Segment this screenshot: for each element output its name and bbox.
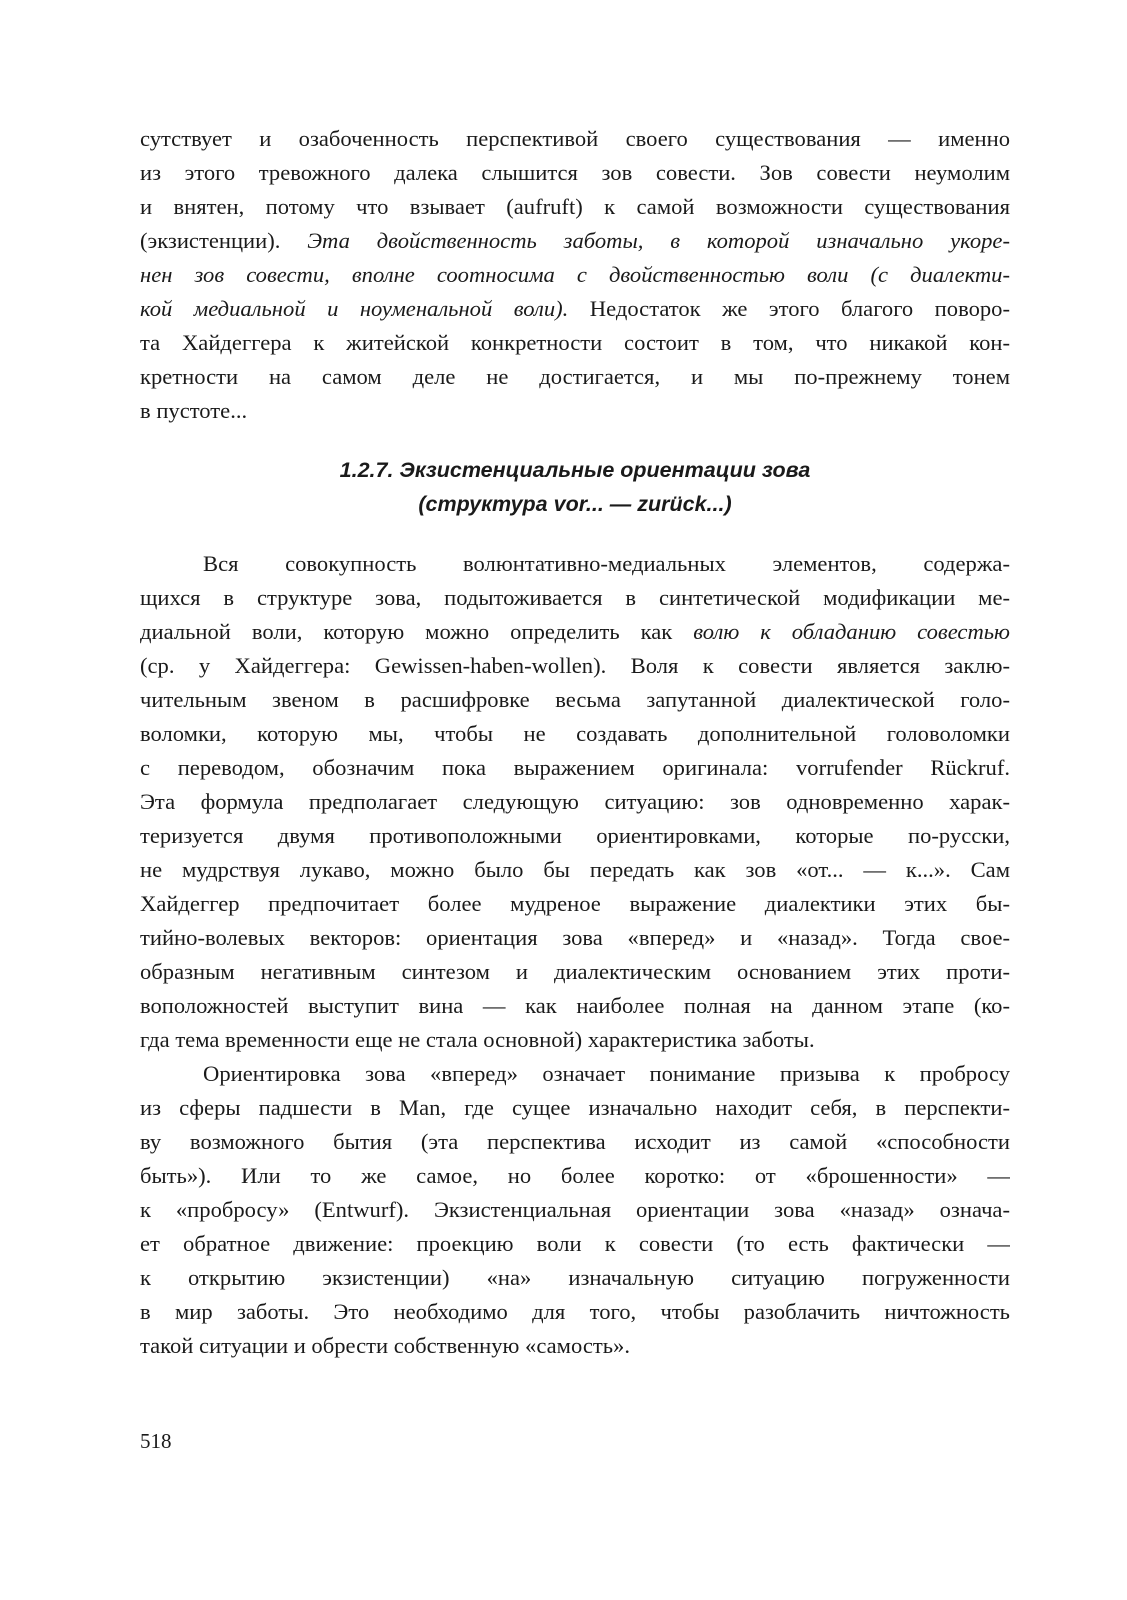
text-line: та Хайдеггера к житейской конкретности состоит в том, что никакой кон- [140, 330, 1010, 355]
text-line: Эта формула предполагает следующую ситуацию: зов одновременно харак- [140, 789, 1010, 814]
italic-line: нен зов совести, вполне соотносима с двойственностью воли (с диалекти- [140, 262, 1010, 287]
text-line: тийно-волевых векторов: ориентация зова «вперед» и «назад». Тогда свое- [140, 925, 1010, 950]
text-line: к открытию экзистенции) «на» изначальную ситуацию погруженности [140, 1265, 1010, 1290]
text-line: к «пробросу» (Entwurf). Экзистенциальная ориентации зова «назад» означа- [140, 1197, 1010, 1222]
text-line: и внятен, потому что взывает (aufruft) к самой возможности существования [140, 194, 1010, 219]
text-line: кретности на самом деле не достигается, и мы по-прежнему тонем [140, 364, 1010, 389]
text-line: ву возможного бытия (эта перспектива исходит из самой «способности [140, 1129, 1010, 1154]
text-line: сутствует и озабоченность перспективой своего существования — именно [140, 126, 1010, 151]
text-line: воломки, которую мы, чтобы не создавать дополнительной головоломки [140, 721, 1010, 746]
text-line: такой ситуации и обрести собственную «самость». [140, 1333, 630, 1358]
section-subtitle: (структура vor... — zurück...) [418, 492, 732, 516]
text-line: образным негативным синтезом и диалектическим основанием этих проти- [140, 959, 1010, 984]
text-line: чительным звеном в расшифровке весьма запутанной диалектической голо- [140, 687, 1010, 712]
text-line: в пустоте... [140, 398, 248, 423]
text-line: воположностей выступит вина — как наиболее полная на данном этапе (ко- [140, 993, 1010, 1018]
italic-segment: кой медиальной и ноуменальной воли). [140, 296, 569, 321]
text-line: гда тема временности еще не стала основной) характеристика заботы. [140, 1027, 815, 1052]
text-line: Вся совокупность волюнтативно-медиальных элементов, содержа- [203, 551, 1010, 576]
section-body [140, 547, 1010, 1363]
text-line: теризуется двумя противоположными ориентировками, которые по-русски, [140, 823, 1010, 848]
text-line: быть»). Или то же самое, но более коротко: от «брошенности» — [140, 1163, 1010, 1188]
text-line: щихся в структуре зова, подытоживается в синтетической модификации ме- [140, 585, 1010, 610]
text-line [140, 292, 1010, 326]
page-number: 518 [140, 1429, 172, 1453]
italic-segment: Эта двойственность заботы, в которой изначально укоре- [307, 228, 1010, 253]
text-line: Хайдеггер предпочитает более мудреное выражение диалектики этих бы- [140, 891, 1010, 916]
text-segment: (экзистенции). [140, 228, 281, 253]
text-line: Ориентировка зова «вперед» означает понимание призыва к пробросу [203, 1061, 1010, 1086]
text-line [140, 615, 1010, 649]
text-line: из этого тревожного далека слышится зов совести. Зов совести неумолим [140, 160, 1010, 185]
text-line: ет обратное движение: проекцию воли к совести (то есть фактически — [140, 1231, 1010, 1256]
text-line: (ср. у Хайдеггера: Gewissen-haben-wollen). Воля к совести является заклю- [140, 653, 1010, 678]
text-segment: диальной воли, которую можно определить как [140, 619, 673, 644]
text-line: из сферы падшести в Man, где сущее изначально находит себя, в перспекти- [140, 1095, 1010, 1120]
section-heading [140, 453, 1010, 521]
italic-segment: волю к обладанию совестью [693, 619, 1010, 644]
text-line: с переводом, обозначим пока выражением оригинала: vorrufender Rückruf. [140, 755, 1010, 780]
text-line: не мудрствуя лукаво, можно было бы передать как зов «от... — к...». Сам [140, 857, 1010, 882]
section-title: 1.2.7. Экзистенциальные ориентации зова [339, 458, 811, 482]
text-line: в мир заботы. Это необходимо для того, чтобы разоблачить ничтожность [140, 1299, 1010, 1324]
text-line [140, 224, 1010, 258]
text-segment: Недостаток же этого благого поворо- [589, 296, 1010, 321]
paragraph-continuation [140, 122, 1010, 428]
